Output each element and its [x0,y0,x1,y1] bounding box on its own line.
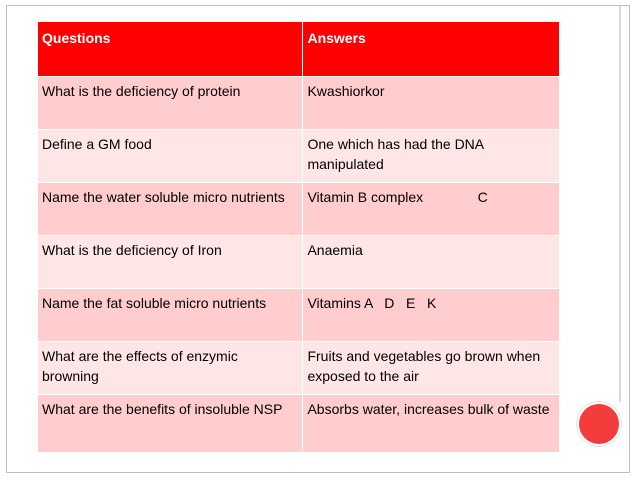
table-row [38,236,560,289]
question-cell: What are the effects of enzymic browning [38,342,303,395]
question-cell: What is the deficiency of Iron [38,236,303,289]
answer-cell: Vitamins A D E K [303,289,560,342]
table-row [38,183,560,236]
answer-cell: One which has had the DNA manipulated [303,130,560,183]
questions-header: Questions [38,22,303,77]
table-row [38,77,560,130]
answer-cell: Absorbs water, increases bulk of waste [303,395,560,453]
question-cell: Name the water soluble micro nutrients [38,183,303,236]
question-cell: Define a GM food [38,130,303,183]
decorative-red-circle [577,402,621,446]
answer-cell: Kwashiorkor [303,77,560,130]
question-cell: Name the fat soluble micro nutrients [38,289,303,342]
table-row [38,130,560,183]
answer-cell: Vitamin B complex C [303,183,560,236]
answer-cell: Fruits and vegetables go brown when exposed to the air [303,342,560,395]
questions-answers-table [37,21,560,453]
question-cell: What are the benefits of insoluble NSP [38,395,303,453]
decorative-vertical-line [619,6,621,402]
table-row [38,395,560,453]
answer-cell: Anaemia [303,236,560,289]
table-row [38,289,560,342]
table-row [38,342,560,395]
answers-header: Answers [303,22,560,77]
question-cell: What is the deficiency of protein [38,77,303,130]
table-header-row [38,22,560,77]
